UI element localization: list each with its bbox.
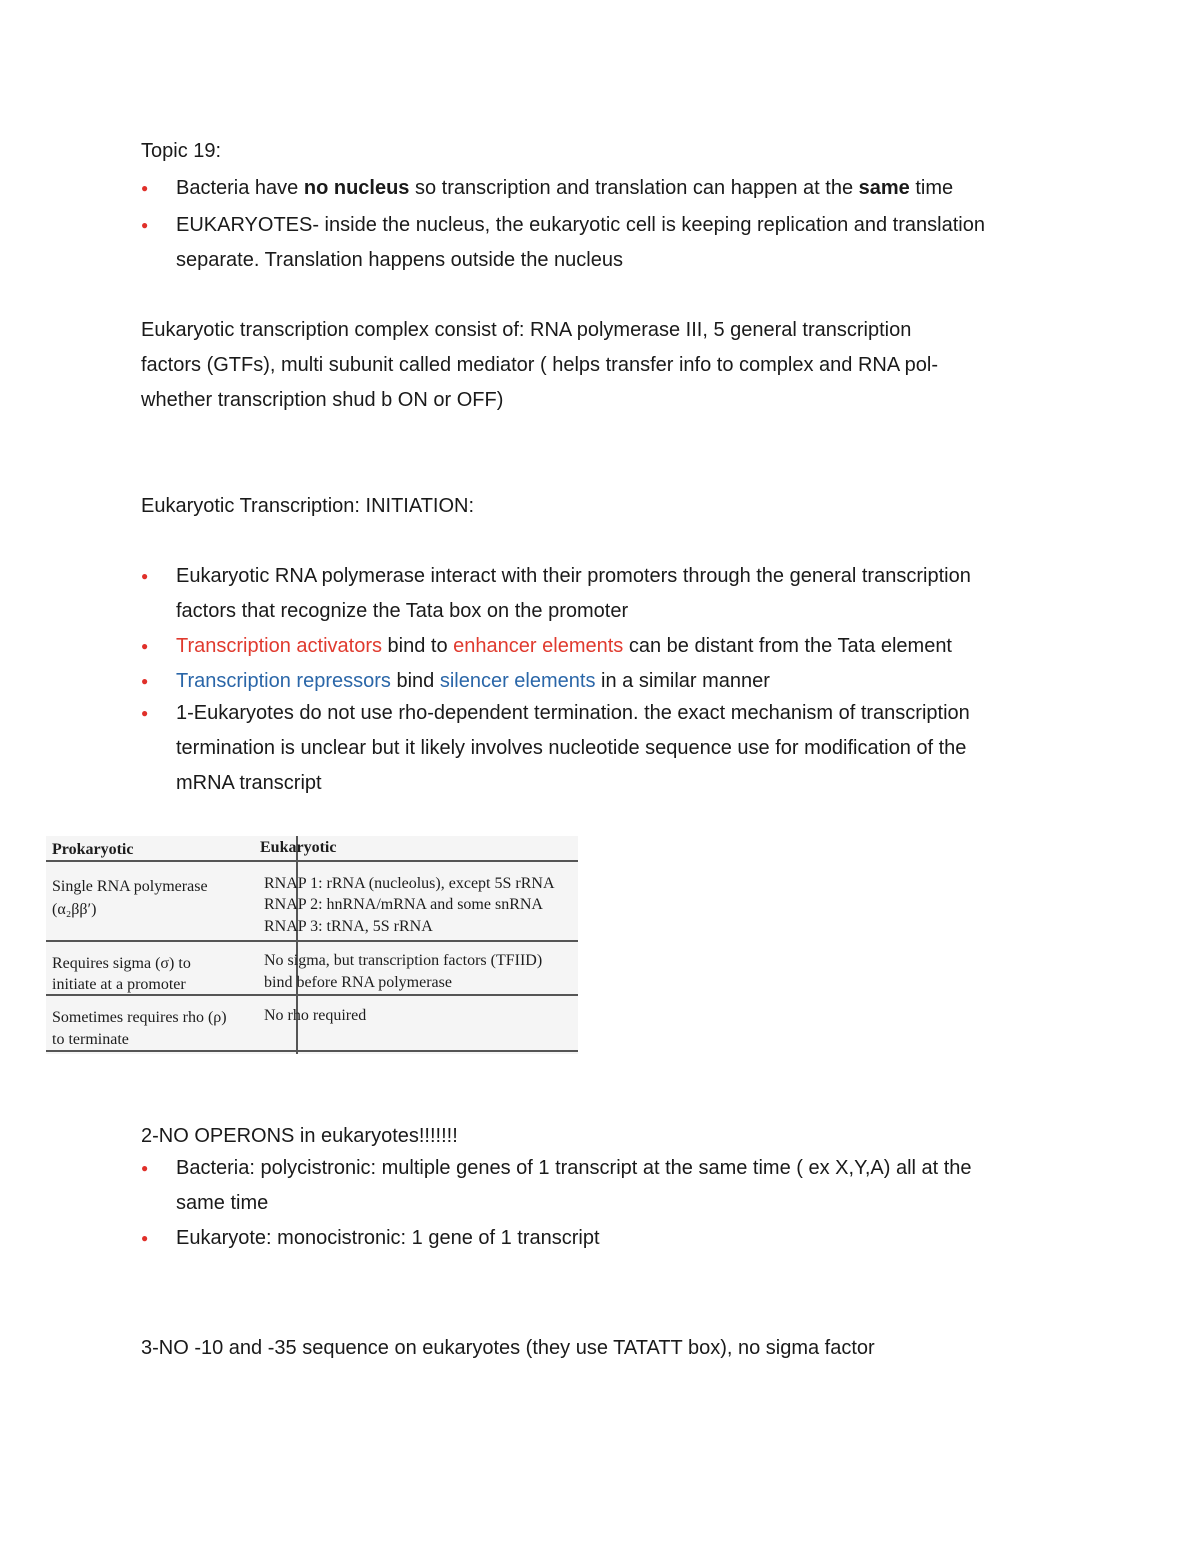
initiation-heading: Eukaryotic Transcription: INITIATION: xyxy=(141,495,475,517)
silencer-term: silencer elements xyxy=(439,670,596,692)
cell-prok-3b: to terminate xyxy=(52,1031,129,1048)
header-eukaryotic: Eukaryotic xyxy=(260,839,337,856)
cell-euk-1b: RNAP 2: hnRNA/mRNA and some snRNA xyxy=(264,896,543,913)
paragraph-line: whether transcription shud b ON or OFF) xyxy=(141,389,504,411)
bullet-text: Bacteria: polycistronic: multiple genes of 1 transcript at the same time ( ex X,Y,A) all at the xyxy=(176,1157,972,1179)
bullet-text: 1-Eukaryotes do not use rho-dependent termination. the exact mechanism of transcription xyxy=(176,702,970,724)
bullet-text: can be distant from the Tata element xyxy=(623,635,952,657)
list-item xyxy=(141,208,985,278)
bullet-text: separate. Translation happens outside the nucleus xyxy=(176,249,623,271)
bullet-text: EUKARYOTES- inside the nucleus, the eukaryotic cell is keeping replication and translation xyxy=(176,214,985,236)
cell-euk-2a: No sigma, but transcription factors (TFIID) xyxy=(264,952,543,969)
bullet-icon: ● xyxy=(141,1231,149,1245)
bullet-icon: ● xyxy=(141,218,149,232)
bullet-text: Bacteria have xyxy=(176,177,304,199)
bullet-icon: ● xyxy=(141,639,149,653)
cell-euk-1c: RNAP 3: tRNA, 5S rRNA xyxy=(264,918,433,935)
list-item xyxy=(141,1221,972,1256)
bullet-text: bind to xyxy=(382,635,454,657)
bullet-text: termination is unclear but it likely involves nucleotide sequence use for modification of the xyxy=(176,737,967,759)
bullet-text: same time xyxy=(176,1192,269,1214)
bullet-text: Eukaryote: monocistronic: 1 gene of 1 transcript xyxy=(176,1227,600,1249)
bold-term: no nucleus xyxy=(303,177,410,199)
list-item xyxy=(141,629,971,664)
bullet-icon: ● xyxy=(141,706,149,720)
bullet-text: time xyxy=(909,177,954,199)
topic-bullet-list xyxy=(141,171,985,278)
topic-title: Topic 19: xyxy=(141,140,222,162)
list-item xyxy=(141,696,971,801)
cell-euk-1a: RNAP 1: rRNA (nucleolus), except 5S rRNA xyxy=(264,875,555,892)
initiation-bullet-list xyxy=(141,559,971,801)
cell-prok-2b: initiate at a promoter xyxy=(52,976,186,993)
bullet-text: Eukaryotic RNA polymerase interact with their promoters through the general transcription xyxy=(176,565,971,587)
paragraph-line: Eukaryotic transcription complex consist of: RNA polymerase III, 5 general transcription xyxy=(141,319,912,341)
list-item xyxy=(141,664,971,699)
operons-bullet-list xyxy=(141,1151,972,1256)
bullet-text: bind xyxy=(390,670,440,692)
list-item xyxy=(141,1151,972,1221)
activator-term: Transcription activators xyxy=(176,635,382,657)
bullet-text: mRNA transcript xyxy=(176,772,322,794)
cell-prok-2a: Requires sigma (σ) to xyxy=(52,955,191,972)
sequence-note: 3-NO -10 and -35 sequence on eukaryotes (they use TATATT box), no sigma factor xyxy=(141,1337,875,1359)
bullet-text: factors that recognize the Tata box on the promoter xyxy=(176,600,629,622)
list-item xyxy=(141,171,985,206)
header-prokaryotic: Prokaryotic xyxy=(52,841,134,858)
paragraph-line: factors (GTFs), multi subunit called mediator ( helps transfer info to complex and RNA pol- xyxy=(141,354,938,376)
cell-prok-1a: Single RNA polymerase xyxy=(52,878,208,895)
repressor-term: Transcription repressors xyxy=(176,670,391,692)
enhancer-term: enhancer elements xyxy=(453,635,624,657)
cell-prok-3a: Sometimes requires rho (ρ) xyxy=(52,1009,227,1026)
bullet-icon: ● xyxy=(141,674,149,688)
bullet-icon: ● xyxy=(141,1161,149,1175)
bullet-text: in a similar manner xyxy=(595,670,770,692)
bullet-text: so transcription and translation can happen at the xyxy=(409,177,859,199)
bullet-icon: ● xyxy=(141,181,149,195)
bold-term: same xyxy=(858,177,910,199)
cell-prok-1b: (α₂ββ′) xyxy=(52,901,97,918)
list-item xyxy=(141,559,971,629)
complex-paragraph xyxy=(141,313,938,418)
bullet-icon: ● xyxy=(141,569,149,583)
cell-euk-3a: No rho required xyxy=(264,1007,367,1024)
cell-euk-2b: bind before RNA polymerase xyxy=(264,974,452,991)
comparison-table xyxy=(46,836,578,1054)
operons-heading: 2-NO OPERONS in eukaryotes!!!!!!! xyxy=(141,1125,458,1147)
